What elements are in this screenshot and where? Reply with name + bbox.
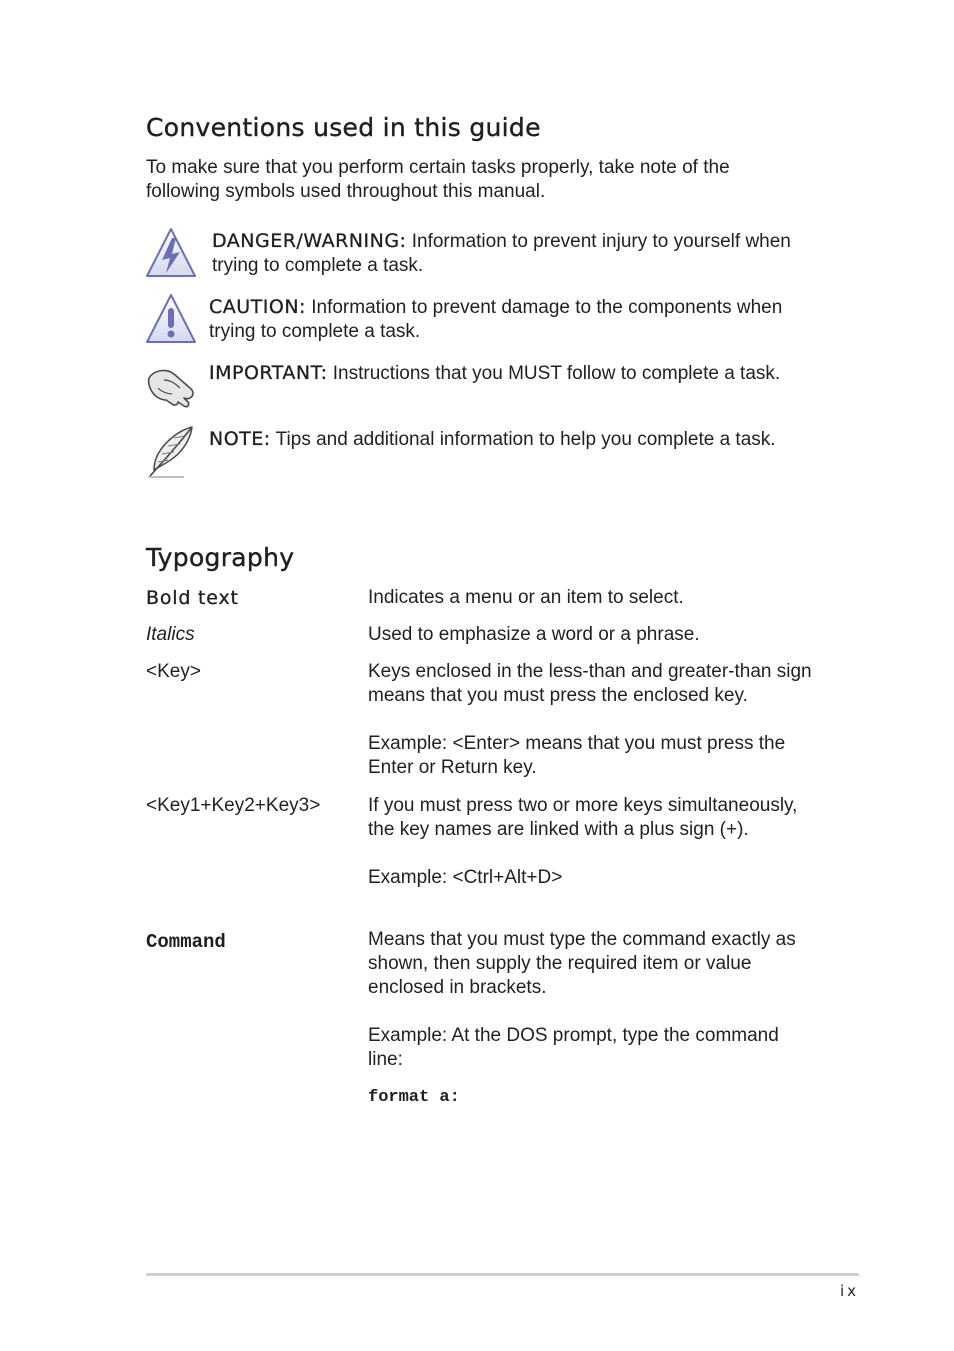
desc-paragraph: Indicates a menu or an item to select. xyxy=(368,587,684,608)
important-text: Instructions that you MUST follow to complete a task. xyxy=(332,363,781,384)
intro-line-1: To make sure that you perform certain tasks properly, take note of the xyxy=(146,157,730,178)
desc-paragraph: Keys enclosed in the less-than and greater-than sign means that you must press the enclosed key. xyxy=(368,661,812,706)
term-key-combo: <Key1+Key2+Key3> xyxy=(146,795,321,816)
term-command: Command xyxy=(146,931,226,953)
desc-paragraph: If you must press two or more keys simultaneously, the key names are linked with a plus sign (+). xyxy=(368,795,798,840)
term-key: <Key> xyxy=(146,661,201,682)
lightning-warning-icon xyxy=(144,226,198,282)
exclamation-caution-icon xyxy=(144,292,198,348)
page-number: ix xyxy=(839,1282,859,1300)
caution-label: CAUTION: xyxy=(209,296,306,318)
desc-key-combo xyxy=(368,794,818,890)
desc-key xyxy=(368,660,818,780)
hand-pointing-icon xyxy=(144,358,198,414)
desc-paragraph: Used to emphasize a word or a phrase. xyxy=(368,624,700,645)
conventions-intro xyxy=(146,156,806,204)
term-bold-text: Bold text xyxy=(146,587,239,609)
term-italics: Italics xyxy=(146,624,195,645)
footer-rule xyxy=(146,1273,859,1276)
desc-example: Example: <Enter> means that you must press the Enter or Return key. xyxy=(368,733,786,778)
conventions-heading: Conventions used in this guide xyxy=(146,113,541,142)
desc-paragraph: Means that you must type the command exactly as shown, then supply the required item or value enclosed in brackets. xyxy=(368,929,796,998)
intro-line-2: following symbols used throughout this manual. xyxy=(146,181,546,202)
note-label: NOTE: xyxy=(209,428,271,450)
important-label: IMPORTANT: xyxy=(209,362,328,384)
desc-italics xyxy=(368,623,818,647)
desc-example: Example: At the DOS prompt, type the command line: xyxy=(368,1025,779,1070)
desc-bold-text xyxy=(368,586,818,610)
desc-example: Example: <Ctrl+Alt+D> xyxy=(368,867,563,888)
feather-quill-icon xyxy=(144,424,198,480)
code-example: format a: xyxy=(368,1088,460,1107)
desc-command xyxy=(368,928,818,1110)
typography-heading: Typography xyxy=(146,543,295,572)
caution-text: Information to prevent damage to the components when trying to complete a task. xyxy=(209,297,783,342)
danger-warning-label: DANGER/WARNING: xyxy=(212,230,407,252)
danger-warning-text: Information to prevent injury to yourself when trying to complete a task. xyxy=(212,231,791,276)
note-text: Tips and additional information to help you complete a task. xyxy=(275,429,776,450)
